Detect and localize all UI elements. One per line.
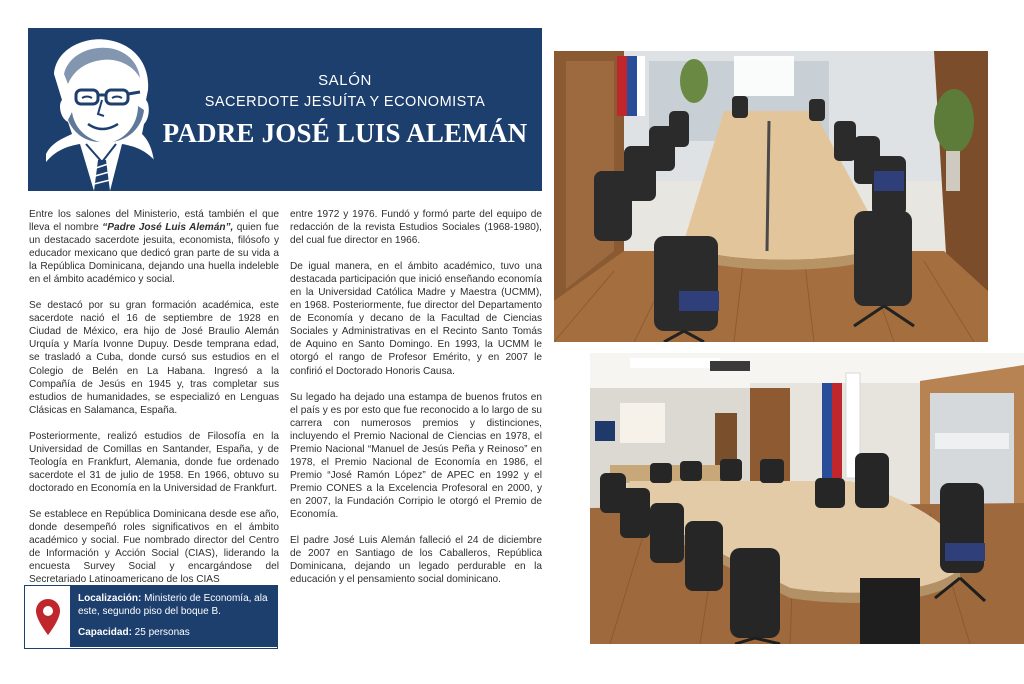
paragraph: El padre José Luis Alemán falleció el 24 de diciembre de 2007 en Santiago de los Caballeros, República Dominicana, dejando un legado perdurable en la educación y el pensamiento social dominicano.	[290, 535, 542, 586]
paragraph: Posteriormente, realizó estudios de Filosofía en la Universidad de Comillas en Santander, España, y de Teología en Frankfurt, Alemania, donde fue ordenado sacerdote el 31 de julio de 1958. En 1966, obtuvo su doctorado en Economía en la Universidad de Frankfurt.	[29, 430, 279, 494]
paragraph: Se establece en República Dominicana desde ese año, donde desempeñó roles significativos en el ámbito académico y social. Fue nombrado director del Centro de Información y Acción Social (CIAS), liderando la encuesta Survey Social y encargándose del Secretariado Latinoamericano de los CIAS	[29, 508, 279, 586]
capacity-label: Capacidad:	[78, 627, 132, 638]
portrait-illustration	[46, 34, 156, 191]
map-pin-icon	[35, 598, 61, 636]
conference-room-photo-2	[590, 353, 1024, 644]
capacity-line	[78, 626, 269, 639]
location-line	[78, 592, 269, 618]
conference-room-photo-1	[554, 51, 988, 342]
paragraph-text: quien fue un destacado sacerdote jesuita, economista, filósofo y educador mexicano que dedicó gran parte de su vida a la República Dominicana, dejando una huella indeleble en el ámbito académico y social.	[29, 222, 279, 286]
info-panel	[70, 586, 277, 647]
paragraph: De igual manera, en el ámbito académico, tuvo una destacada participación que inició enseñando economía en la Universidad Católica Madre y Maestra (UCMM), en 1968. Posteriormente, fue director del Departamento de Economía y decano de la Facultad de Ciencias Sociales y Administrativas en el Recinto Santo Tomás de Aquino en Santo Domingo. En 1993, la UCMM le otorgó el rango de Profesor Emérito, y en 2007 le confirió el Doctorado Honoris Causa.	[290, 261, 542, 377]
capacity-value: 25 personas	[131, 627, 190, 638]
paragraph-text: Entre los salones del Ministerio, está también el que lleva el nombre	[29, 209, 279, 234]
paragraph: Se destacó por su gran formación académica, este sacerdote nació el 16 de septiembre de 1928 en Ciudad de México, era hijo de José Braulio Alemán Urquía y María Ivonne Dupuy. Desde temprana edad, se trasladó a Cuba, donde cursó sus estudios en el Colegio de Belén en La Habana. Ingresó a la Compañía de Jesús en 1945 y, tras completar sus estudios de humanidades, se especializó en Lenguas Clásicas en Salamanca, España.	[29, 300, 279, 416]
article-column-1	[29, 208, 279, 599]
header-banner	[28, 28, 542, 191]
highlighted-name: “Padre José Luis Alemán”,	[102, 222, 234, 234]
page-title: PADRE JOSÉ LUIS ALEMÁN	[162, 118, 528, 148]
header-kicker: SALÓN	[318, 72, 372, 89]
paragraph: entre 1972 y 1976. Fundó y formó parte del equipo de redacción de la revista Estudios Sociales (1968-1980), del cual fue director en 1966.	[290, 209, 542, 247]
header-text	[148, 70, 542, 150]
article-column-2	[290, 208, 542, 599]
info-pin-area	[25, 586, 70, 647]
paragraph: Su legado ha dejado una estampa de buenos frutos en el país y es por esto que fue reconocido a lo largo de su carrera con numerosos premios y distinciones, incluyendo el Premio Nacional de Ciencias en 1978, el Premio Nacional “Manuel de Jesús Peña y Reinoso” en 1978, el Premio Nacional de Economía en 1986, el Premio “José Ramón López” de APEC en 1992 y el Premio CONES a la Excelencia Profesoral en 2000, y en 2007, la Fundación Corripio le otorgó el Premio de Economía.	[290, 391, 542, 520]
location-value: Ministerio de Economía, ala este, segundo piso del boque B.	[78, 593, 268, 617]
location-label: Localización:	[78, 593, 142, 604]
paragraph	[29, 208, 279, 286]
header-subtitle: SACERDOTE JESUÍTA Y ECONOMISTA	[204, 94, 486, 110]
info-box	[24, 585, 278, 649]
